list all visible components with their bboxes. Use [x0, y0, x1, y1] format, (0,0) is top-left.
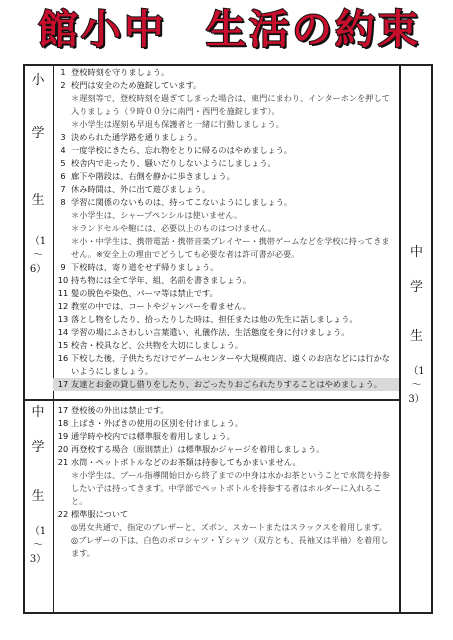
label-grade: （1: [29, 236, 47, 247]
rule-item: [53, 456, 399, 469]
rule-text: 校舎・校具など、公共物を大切にしましょう。: [71, 340, 243, 350]
title-school-name: 館小中: [38, 7, 167, 53]
rule-text: 学習の場にふさわしい言葉遣い、礼儀作法、生活態度を身に付けましょう。: [71, 327, 350, 337]
rule-item: [53, 508, 399, 521]
rule-note: ＊小学生は、シャープペンシルは使いません。: [71, 210, 243, 220]
rule-number: 11: [57, 288, 69, 298]
rule-number: 5: [60, 158, 66, 168]
rule-item: [53, 339, 399, 352]
rule-item: [53, 261, 399, 274]
label-char: 生: [31, 489, 45, 504]
rule-number: 18: [57, 418, 69, 428]
rule-number: 21: [57, 457, 69, 467]
rule-note: ＊ランドセルや鞄には、必要以上のものはつけません。: [71, 223, 276, 233]
rule-number: 15: [57, 340, 69, 350]
rule-number: 2: [60, 80, 66, 90]
label-char: 中: [409, 245, 423, 260]
rule-number: 4: [60, 145, 66, 155]
rule-text: 上ばき・外ばきの使用の区別を付けましょう。: [71, 418, 243, 428]
rule-number: 17: [57, 379, 69, 389]
rule-item: [53, 183, 399, 196]
label-grade: ～: [33, 540, 43, 551]
rule-item: [53, 313, 399, 326]
rule-item: [53, 404, 399, 417]
rule-text: 廊下や階段は、右側を静かに歩きましょう。: [71, 171, 235, 181]
label-char: 学: [31, 126, 45, 141]
rule-item: [53, 352, 399, 378]
label-grade: 3）: [29, 554, 47, 565]
rule-note: ＊小学生は遅刻も早退も保護者と一緒に行動しましょう。: [71, 119, 284, 129]
rule-text: 校舎内で走ったり、騒いだりしないようにしましょう。: [71, 158, 276, 168]
label-char: 中: [31, 405, 45, 420]
rule-number: 10: [57, 275, 69, 285]
rule-item-highlighted: [53, 378, 399, 391]
rule-text: 落とし物をしたり、拾ったりした時は、担任または他の先生に話しましょう。: [71, 314, 358, 324]
rule-number: 7: [60, 184, 66, 194]
rule-number: 13: [57, 314, 69, 324]
rule-item: [53, 196, 399, 209]
label-char: 生: [409, 329, 423, 344]
rule-number: 14: [57, 327, 69, 337]
rule-text: 友達とお金の貸し借りをしたり、おごったりおごられたりすることはやめましょう。: [71, 379, 382, 389]
rule-item: [53, 287, 399, 300]
rule-note: ＊遅刻等で、登校時刻を過ぎてしまった場合は、東門にまわり、インターホンを押して入りましょう（９時００分に南門・西門を施錠します）。: [71, 93, 390, 116]
rule-text: 学習に関係のないものは、持ってこないようにしましょう。: [71, 197, 293, 207]
shared-rules-list: [53, 66, 399, 391]
rule-note: ◎男女共通で、指定のブレザーと、ズボン、スカートまたはスラックスを着用します。: [71, 522, 388, 532]
rule-number: 16: [57, 353, 69, 363]
rule-number: 1: [60, 67, 66, 77]
rule-item: [53, 443, 399, 456]
page-title: [38, 4, 421, 56]
label-grade: ～: [411, 380, 422, 391]
rule-number: 17: [57, 405, 69, 415]
rule-item: [53, 144, 399, 157]
label-char: 生: [31, 193, 45, 208]
label-grade: ～: [33, 250, 43, 261]
rule-note: ＊小学生は、プール指導開始日から終了までの中身は水かお茶ということで水筒を持参したい子は持ってきます。中学部でペットボトルを持参する者はホルダーに入れること。: [71, 470, 390, 506]
label-junior-right: [400, 246, 433, 407]
rule-item: [53, 417, 399, 430]
rule-number: 8: [60, 197, 66, 207]
rule-item: [53, 79, 399, 92]
rule-text: 標準服について: [71, 509, 129, 519]
rule-text: 決められた通学路を通りましょう。: [71, 132, 203, 142]
rule-text: 髪の脱色や染色、パーマ等は禁止です。: [71, 288, 218, 298]
rule-number: 6: [60, 171, 66, 181]
rule-item: [53, 131, 399, 144]
label-junior-left: [23, 406, 53, 567]
rule-text: 下校した後、子供たちだけでゲームセンターや大規模商店、遠くのお店などには行かないようにしましょう。: [71, 353, 390, 376]
rule-number: 12: [57, 301, 69, 311]
rule-note: ＊小・中学生は、携帯電話・携帯音楽プレイヤー・携帯ゲームなどを学校に持ってきません。※安全上の理由でどうしても必要な者は許可書が必要。: [71, 236, 390, 259]
rule-text: 持ち物には全て学年、組、名前を書きましょう。: [71, 275, 252, 285]
rule-text: 休み時間は、外に出て遊びましょう。: [71, 184, 211, 194]
rule-note: ◎ブレザーの下は、白色のポロシャツ・Ｙシャツ（双方とも、長袖又は半袖）を着用します。: [71, 535, 389, 558]
rule-text: 再登校する場合（原則禁止）は標準服かジャージを着用しましょう。: [71, 444, 325, 454]
rule-item: [53, 430, 399, 443]
rule-number: 22: [57, 509, 69, 519]
label-grade: 6）: [29, 264, 47, 275]
label-char: 学: [409, 280, 423, 295]
rule-item: [53, 300, 399, 313]
rule-item: [53, 170, 399, 183]
rule-number: 9: [60, 262, 66, 272]
rule-text: 下校時は、寄り道をせず帰りましょう。: [71, 262, 219, 272]
rule-text: 登校時刻を守りましょう。: [71, 67, 170, 77]
rule-item: [53, 157, 399, 170]
rule-text: 教室の中では、コートやジャンパーを着ません。: [71, 301, 251, 311]
label-grade: 3）: [408, 394, 425, 405]
rule-number: 3: [60, 132, 66, 142]
junior-rules-list: [53, 404, 399, 560]
rule-text: 通学時や校内では標準服を着用しましょう。: [71, 431, 235, 441]
rule-item: [53, 274, 399, 287]
title-rules: 生活の約束: [206, 7, 421, 53]
rule-text: 一度学校にきたら、忘れ物をとりに帰るのはやめましょう。: [71, 145, 293, 155]
rule-text: 校門は安全のため施錠しています。: [71, 80, 202, 90]
label-char: 学: [31, 440, 45, 455]
label-elementary: [23, 74, 53, 277]
label-char: 小: [31, 73, 45, 88]
label-grade: （1: [29, 526, 47, 537]
rule-item: [53, 326, 399, 339]
rule-number: 20: [57, 444, 69, 454]
rule-item: [53, 66, 399, 79]
rule-text: 水筒・ペットボトルなどのお茶類は持参してもかまいません。: [71, 457, 301, 467]
rule-number: 19: [57, 431, 69, 441]
label-grade: （1: [408, 366, 425, 377]
rule-text: 登校後の外出は禁止です。: [71, 405, 169, 415]
